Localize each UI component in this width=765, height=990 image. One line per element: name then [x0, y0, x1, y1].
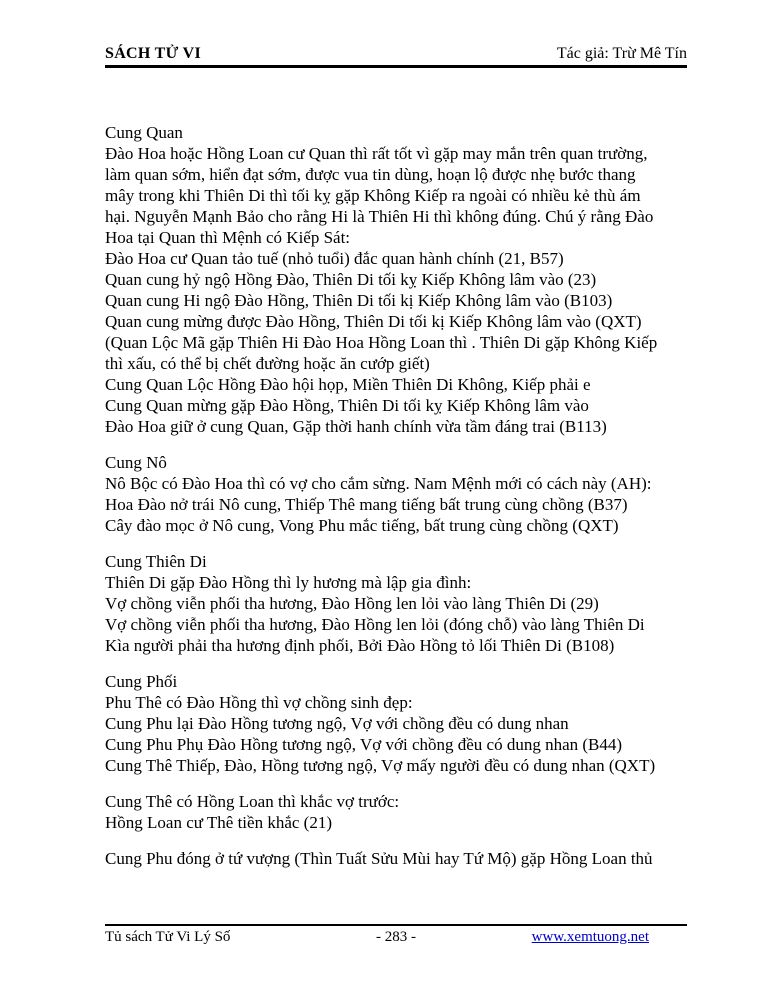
text-group	[105, 452, 687, 536]
text-line: Cây đào mọc ở Nô cung, Vong Phu mắc tiếng, bất trung cùng chồng (QXT)	[105, 516, 619, 535]
text-line: Cung Phu Phụ Đào Hồng tương ngộ, Vợ với chồng đều có dung nhan (B44)	[105, 735, 623, 754]
text-line: Cung Thê Thiếp, Đào, Hồng tương ngộ, Vợ mấy người đều có dung nhan (QXT)	[105, 756, 656, 775]
text-line: Nô Bộc có Đào Hoa thì có vợ cho cắm sừng. Nam Mệnh mới có cách này (AH):	[105, 474, 652, 493]
text-line: Cung Phu đóng ở tứ vượng (Thìn Tuất Sửu Mùi hay Tứ Mộ) gặp Hồng Loan thủ	[105, 849, 653, 868]
book-title: SÁCH TỬ VI	[105, 45, 202, 62]
page-footer	[105, 929, 687, 946]
text-line: Cung Quan	[105, 123, 183, 142]
footer-rule	[105, 924, 687, 926]
text-line: Hoa Đào nở trái Nô cung, Thiếp Thê mang tiếng bất trung cùng chồng (B37)	[105, 495, 628, 514]
text-line: Đào Hoa hoặc Hồng Loan cư Quan thì rất tốt vì gặp may mắn trên quan trường,	[105, 144, 648, 163]
header-rule	[105, 65, 687, 68]
text-line: Phu Thê có Đào Hồng thì vợ chồng sinh đẹp:	[105, 693, 413, 712]
text-line: Vợ chồng viễn phối tha hương, Đào Hồng len lỏi (đóng chỗ) vào làng Thiên Di	[105, 615, 645, 634]
text-line: Cung Quan Lộc Hồng Đào hội họp, Miền Thiên Di Không, Kiếp phải e	[105, 375, 591, 394]
text-line: Cung Thiên Di	[105, 552, 207, 571]
text-line: Thiên Di gặp Đào Hồng thì ly hương mà lập gia đình:	[105, 573, 472, 592]
text-line: Đào Hoa giữ ở cung Quan, Gặp thời hanh chính vừa tầm đáng trai (B113)	[105, 417, 607, 436]
text-line: (Quan Lộc Mã gặp Thiên Hi Đào Hoa Hồng Loan thì . Thiên Di gặp Không Kiếp	[105, 333, 658, 352]
text-group	[105, 122, 687, 437]
text-line: mây trong khi Thiên Di thì tối kỵ gặp Không Kiếp ra ngoài có nhiều kẻ thù ám	[105, 186, 641, 205]
text-line: Cung Phối	[105, 672, 178, 691]
page-number: - 283 -	[376, 929, 416, 945]
text-line: Quan cung mừng được Đào Hồng, Thiên Di tối kị Kiếp Không lâm vào (QXT)	[105, 312, 642, 331]
text-line: Hồng Loan cư Thê tiền khắc (21)	[105, 813, 332, 832]
text-group	[105, 848, 687, 869]
website-link[interactable]: www.xemtuong.net	[531, 929, 649, 945]
page-body	[105, 122, 687, 869]
text-line: Hoa tại Quan thì Mệnh có Kiếp Sát:	[105, 228, 351, 247]
text-line: Kìa người phải tha hương định phối, Bởi Đào Hồng tỏ lối Thiên Di (B108)	[105, 636, 615, 655]
author-credit: Tác giả: Trừ Mê Tín	[556, 45, 687, 62]
text-group	[105, 791, 687, 833]
text-line: làm quan sớm, hiển đạt sớm, được vua tin dùng, hoạn lộ được nhẹ bước thang	[105, 165, 636, 184]
text-line: Quan cung hỷ ngộ Hồng Đào, Thiên Di tối kỵ Kiếp Không lâm vào (23)	[105, 270, 597, 289]
text-group	[105, 671, 687, 776]
text-line: Vợ chồng viễn phối tha hương, Đào Hồng len lỏi vào làng Thiên Di (29)	[105, 594, 599, 613]
footer-series-title: Tủ sách Tử Vi Lý Số	[105, 929, 231, 945]
text-line: Đào Hoa cư Quan tảo tuế (nhỏ tuổi) đắc quan hành chính (21, B57)	[105, 249, 564, 268]
text-line: Cung Thê có Hồng Loan thì khắc vợ trước:	[105, 792, 400, 811]
text-line: Cung Nô	[105, 453, 167, 472]
text-line: Cung Quan mừng gặp Đào Hồng, Thiên Di tối kỵ Kiếp Không lâm vào	[105, 396, 589, 415]
text-line: Cung Phu lại Đào Hồng tương ngộ, Vợ với chồng đều có dung nhan	[105, 714, 569, 733]
text-line: Quan cung Hi ngộ Đào Hồng, Thiên Di tối kị Kiếp Không lâm vào (B103)	[105, 291, 613, 310]
page-header	[105, 36, 687, 63]
text-group	[105, 551, 687, 656]
footer-link-cell	[416, 929, 687, 946]
text-line: hại. Nguyễn Mạnh Bảo cho rằng Hi là Thiên Hi thì không đúng. Chú ý rằng Đào	[105, 207, 654, 226]
text-line: thì xấu, có thể bị chết đường hoặc ăn cướp giết)	[105, 354, 430, 373]
